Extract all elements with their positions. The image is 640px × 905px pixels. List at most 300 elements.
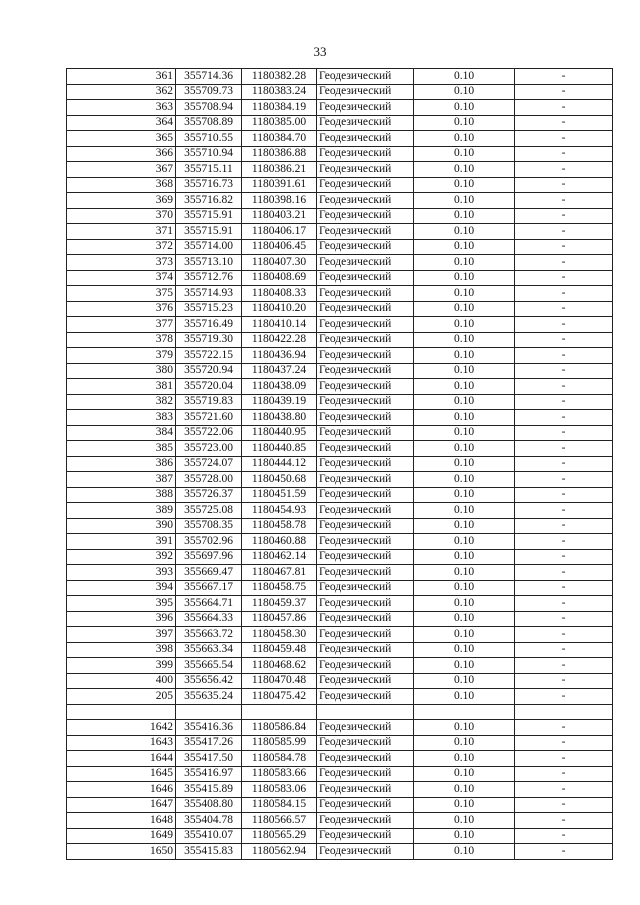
- point-number-cell: 390: [67, 518, 176, 534]
- precision-cell: 0.10: [414, 332, 515, 348]
- method-cell: Геодезический: [317, 441, 414, 457]
- note-cell: -: [515, 828, 613, 844]
- table-row: [67, 317, 613, 333]
- precision-cell: 0.10: [414, 379, 515, 395]
- method-cell: Геодезический: [317, 363, 414, 379]
- method-cell: Геодезический: [317, 596, 414, 612]
- method-cell: Геодезический: [317, 565, 414, 581]
- x-coordinate-cell: 355715.11: [176, 162, 242, 178]
- table-row: [67, 565, 613, 581]
- method-cell: Геодезический: [317, 456, 414, 472]
- method-cell: Геодезический: [317, 844, 414, 860]
- precision-cell: 0.10: [414, 224, 515, 240]
- point-number-cell: 371: [67, 224, 176, 240]
- precision-cell: 0.10: [414, 84, 515, 100]
- point-number-cell: 365: [67, 131, 176, 147]
- point-number-cell: 386: [67, 456, 176, 472]
- y-coordinate-cell: 1180438.80: [242, 410, 317, 426]
- y-coordinate-cell: 1180438.09: [242, 379, 317, 395]
- note-cell: -: [515, 642, 613, 658]
- point-number-cell: 375: [67, 286, 176, 302]
- precision-cell: 0.10: [414, 487, 515, 503]
- table-row: [67, 844, 613, 860]
- precision-cell: 0.10: [414, 317, 515, 333]
- table-row: [67, 596, 613, 612]
- note-cell: -: [515, 410, 613, 426]
- precision-cell: 0.10: [414, 828, 515, 844]
- point-number-cell: 387: [67, 472, 176, 488]
- point-number-cell: 1646: [67, 782, 176, 798]
- x-coordinate-cell: 355719.30: [176, 332, 242, 348]
- x-coordinate-cell: 355716.82: [176, 193, 242, 209]
- note-cell: -: [515, 456, 613, 472]
- x-coordinate-cell: 355725.08: [176, 503, 242, 519]
- method-cell: Геодезический: [317, 503, 414, 519]
- table-row: [67, 766, 613, 782]
- x-coordinate-cell: 355663.72: [176, 627, 242, 643]
- method-cell: Геодезический: [317, 828, 414, 844]
- note-cell: -: [515, 131, 613, 147]
- precision-cell: 0.10: [414, 689, 515, 705]
- method-cell: Геодезический: [317, 379, 414, 395]
- precision-cell: 0.10: [414, 472, 515, 488]
- x-coordinate-cell: 355720.94: [176, 363, 242, 379]
- precision-cell: 0.10: [414, 239, 515, 255]
- note-cell: -: [515, 735, 613, 751]
- method-cell: Геодезический: [317, 627, 414, 643]
- note-cell: -: [515, 611, 613, 627]
- method-cell: Геодезический: [317, 425, 414, 441]
- point-number-cell: 383: [67, 410, 176, 426]
- note-cell: -: [515, 363, 613, 379]
- x-coordinate-cell: 355417.50: [176, 751, 242, 767]
- note-cell: -: [515, 146, 613, 162]
- y-coordinate-cell: 1180439.19: [242, 394, 317, 410]
- x-coordinate-cell: 355708.89: [176, 115, 242, 131]
- x-coordinate-cell: 355710.94: [176, 146, 242, 162]
- precision-cell: 0.10: [414, 115, 515, 131]
- table-row: [67, 394, 613, 410]
- x-coordinate-cell: 355721.60: [176, 410, 242, 426]
- x-coordinate-cell: 355714.00: [176, 239, 242, 255]
- y-coordinate-cell: 1180584.78: [242, 751, 317, 767]
- x-coordinate-cell: 355415.83: [176, 844, 242, 860]
- point-number-cell: 1649: [67, 828, 176, 844]
- method-cell: Геодезический: [317, 580, 414, 596]
- precision-cell: 0.10: [414, 580, 515, 596]
- y-coordinate-cell: 1180407.30: [242, 255, 317, 271]
- x-coordinate-cell: 355720.04: [176, 379, 242, 395]
- method-cell: Геодезический: [317, 255, 414, 271]
- point-number-cell: 380: [67, 363, 176, 379]
- note-cell: -: [515, 270, 613, 286]
- note-cell: -: [515, 193, 613, 209]
- y-coordinate-cell: 1180470.48: [242, 673, 317, 689]
- empty-cell: [414, 704, 515, 720]
- point-number-cell: 367: [67, 162, 176, 178]
- y-coordinate-cell: 1180406.17: [242, 224, 317, 240]
- y-coordinate-cell: 1180562.94: [242, 844, 317, 860]
- empty-cell: [242, 704, 317, 720]
- y-coordinate-cell: 1180444.12: [242, 456, 317, 472]
- point-number-cell: 1648: [67, 813, 176, 829]
- note-cell: -: [515, 379, 613, 395]
- point-number-cell: 395: [67, 596, 176, 612]
- note-cell: -: [515, 208, 613, 224]
- x-coordinate-cell: 355415.89: [176, 782, 242, 798]
- note-cell: -: [515, 596, 613, 612]
- precision-cell: 0.10: [414, 131, 515, 147]
- note-cell: -: [515, 534, 613, 550]
- point-number-cell: 397: [67, 627, 176, 643]
- x-coordinate-cell: 355712.76: [176, 270, 242, 286]
- y-coordinate-cell: 1180385.00: [242, 115, 317, 131]
- point-number-cell: 364: [67, 115, 176, 131]
- precision-cell: 0.10: [414, 363, 515, 379]
- precision-cell: 0.10: [414, 642, 515, 658]
- precision-cell: 0.10: [414, 193, 515, 209]
- note-cell: -: [515, 84, 613, 100]
- point-number-cell: 394: [67, 580, 176, 596]
- note-cell: -: [515, 751, 613, 767]
- x-coordinate-cell: 355665.54: [176, 658, 242, 674]
- table-row: [67, 642, 613, 658]
- method-cell: Геодезический: [317, 394, 414, 410]
- method-cell: Геодезический: [317, 177, 414, 193]
- precision-cell: 0.10: [414, 813, 515, 829]
- table-row: [67, 162, 613, 178]
- y-coordinate-cell: 1180583.66: [242, 766, 317, 782]
- table-row: [67, 270, 613, 286]
- table-row: [67, 580, 613, 596]
- x-coordinate-cell: 355635.24: [176, 689, 242, 705]
- coordinates-table-body: [67, 69, 613, 860]
- table-row: [67, 441, 613, 457]
- x-coordinate-cell: 355416.97: [176, 766, 242, 782]
- note-cell: -: [515, 224, 613, 240]
- y-coordinate-cell: 1180386.88: [242, 146, 317, 162]
- table-row: [67, 286, 613, 302]
- precision-cell: 0.10: [414, 146, 515, 162]
- method-cell: Геодезический: [317, 735, 414, 751]
- y-coordinate-cell: 1180382.28: [242, 69, 317, 85]
- point-number-cell: 1644: [67, 751, 176, 767]
- point-number-cell: 374: [67, 270, 176, 286]
- table-row: [67, 611, 613, 627]
- x-coordinate-cell: 355410.07: [176, 828, 242, 844]
- empty-cell: [176, 704, 242, 720]
- y-coordinate-cell: 1180437.24: [242, 363, 317, 379]
- table-row: [67, 425, 613, 441]
- precision-cell: 0.10: [414, 394, 515, 410]
- x-coordinate-cell: 355667.17: [176, 580, 242, 596]
- table-row: [67, 720, 613, 736]
- table-row: [67, 503, 613, 519]
- x-coordinate-cell: 355664.33: [176, 611, 242, 627]
- precision-cell: 0.10: [414, 177, 515, 193]
- y-coordinate-cell: 1180410.20: [242, 301, 317, 317]
- point-number-cell: 400: [67, 673, 176, 689]
- y-coordinate-cell: 1180384.19: [242, 100, 317, 116]
- y-coordinate-cell: 1180586.84: [242, 720, 317, 736]
- y-coordinate-cell: 1180383.24: [242, 84, 317, 100]
- x-coordinate-cell: 355664.71: [176, 596, 242, 612]
- x-coordinate-cell: 355713.10: [176, 255, 242, 271]
- point-number-cell: 376: [67, 301, 176, 317]
- y-coordinate-cell: 1180391.61: [242, 177, 317, 193]
- y-coordinate-cell: 1180408.33: [242, 286, 317, 302]
- y-coordinate-cell: 1180585.99: [242, 735, 317, 751]
- method-cell: Геодезический: [317, 84, 414, 100]
- point-number-cell: 1645: [67, 766, 176, 782]
- method-cell: Геодезический: [317, 115, 414, 131]
- y-coordinate-cell: 1180451.59: [242, 487, 317, 503]
- note-cell: -: [515, 332, 613, 348]
- table-row: [67, 673, 613, 689]
- y-coordinate-cell: 1180475.42: [242, 689, 317, 705]
- x-coordinate-cell: 355404.78: [176, 813, 242, 829]
- table-row: [67, 146, 613, 162]
- note-cell: -: [515, 813, 613, 829]
- method-cell: Геодезический: [317, 348, 414, 364]
- page-number: 33: [313, 44, 327, 59]
- table-row: [67, 100, 613, 116]
- note-cell: -: [515, 673, 613, 689]
- method-cell: Геодезический: [317, 317, 414, 333]
- x-coordinate-cell: 355417.26: [176, 735, 242, 751]
- table-row: [67, 487, 613, 503]
- note-cell: -: [515, 766, 613, 782]
- note-cell: -: [515, 472, 613, 488]
- y-coordinate-cell: 1180440.85: [242, 441, 317, 457]
- table-row: [67, 472, 613, 488]
- point-number-cell: 1642: [67, 720, 176, 736]
- point-number-cell: 389: [67, 503, 176, 519]
- point-number-cell: 378: [67, 332, 176, 348]
- note-cell: -: [515, 689, 613, 705]
- x-coordinate-cell: 355722.06: [176, 425, 242, 441]
- precision-cell: 0.10: [414, 441, 515, 457]
- y-coordinate-cell: 1180436.94: [242, 348, 317, 364]
- table-row: [67, 69, 613, 85]
- table-row: [67, 332, 613, 348]
- y-coordinate-cell: 1180398.16: [242, 193, 317, 209]
- y-coordinate-cell: 1180458.30: [242, 627, 317, 643]
- y-coordinate-cell: 1180403.21: [242, 208, 317, 224]
- method-cell: Геодезический: [317, 208, 414, 224]
- x-coordinate-cell: 355710.55: [176, 131, 242, 147]
- y-coordinate-cell: 1180384.70: [242, 131, 317, 147]
- x-coordinate-cell: 355724.07: [176, 456, 242, 472]
- table-row: [67, 813, 613, 829]
- x-coordinate-cell: 355715.91: [176, 224, 242, 240]
- point-number-cell: 370: [67, 208, 176, 224]
- method-cell: Геодезический: [317, 332, 414, 348]
- precision-cell: 0.10: [414, 720, 515, 736]
- table-row: [67, 782, 613, 798]
- precision-cell: 0.10: [414, 270, 515, 286]
- method-cell: Геодезический: [317, 487, 414, 503]
- x-coordinate-cell: 355722.15: [176, 348, 242, 364]
- table-row: [67, 534, 613, 550]
- point-number-cell: 1650: [67, 844, 176, 860]
- x-coordinate-cell: 355656.42: [176, 673, 242, 689]
- precision-cell: 0.10: [414, 255, 515, 271]
- precision-cell: 0.10: [414, 69, 515, 85]
- x-coordinate-cell: 355716.73: [176, 177, 242, 193]
- table-row: [67, 255, 613, 271]
- precision-cell: 0.10: [414, 534, 515, 550]
- precision-cell: 0.10: [414, 766, 515, 782]
- table-row: [67, 239, 613, 255]
- point-number-cell: 372: [67, 239, 176, 255]
- precision-cell: 0.10: [414, 627, 515, 643]
- method-cell: Геодезический: [317, 766, 414, 782]
- method-cell: Геодезический: [317, 100, 414, 116]
- method-cell: Геодезический: [317, 549, 414, 565]
- precision-cell: 0.10: [414, 611, 515, 627]
- point-number-cell: 362: [67, 84, 176, 100]
- x-coordinate-cell: 355416.36: [176, 720, 242, 736]
- method-cell: Геодезический: [317, 797, 414, 813]
- point-number-cell: 373: [67, 255, 176, 271]
- y-coordinate-cell: 1180406.45: [242, 239, 317, 255]
- precision-cell: 0.10: [414, 503, 515, 519]
- x-coordinate-cell: 355408.80: [176, 797, 242, 813]
- x-coordinate-cell: 355726.37: [176, 487, 242, 503]
- point-number-cell: 384: [67, 425, 176, 441]
- table-row: [67, 456, 613, 472]
- x-coordinate-cell: 355709.73: [176, 84, 242, 100]
- y-coordinate-cell: 1180454.93: [242, 503, 317, 519]
- method-cell: Геодезический: [317, 611, 414, 627]
- coordinates-table: [66, 68, 613, 860]
- precision-cell: 0.10: [414, 410, 515, 426]
- point-number-cell: 377: [67, 317, 176, 333]
- method-cell: Геодезический: [317, 813, 414, 829]
- y-coordinate-cell: 1180458.75: [242, 580, 317, 596]
- point-number-cell: 393: [67, 565, 176, 581]
- table-row: [67, 410, 613, 426]
- method-cell: Геодезический: [317, 69, 414, 85]
- precision-cell: 0.10: [414, 301, 515, 317]
- x-coordinate-cell: 355719.83: [176, 394, 242, 410]
- empty-cell: [67, 704, 176, 720]
- y-coordinate-cell: 1180583.06: [242, 782, 317, 798]
- method-cell: Геодезический: [317, 782, 414, 798]
- note-cell: -: [515, 441, 613, 457]
- table-row: [67, 828, 613, 844]
- point-number-cell: 1643: [67, 735, 176, 751]
- y-coordinate-cell: 1180459.37: [242, 596, 317, 612]
- method-cell: Геодезический: [317, 224, 414, 240]
- note-cell: -: [515, 658, 613, 674]
- table-row: [67, 627, 613, 643]
- point-number-cell: 205: [67, 689, 176, 705]
- point-number-cell: 398: [67, 642, 176, 658]
- method-cell: Геодезический: [317, 642, 414, 658]
- empty-cell: [515, 704, 613, 720]
- precision-cell: 0.10: [414, 549, 515, 565]
- method-cell: Геодезический: [317, 193, 414, 209]
- table-row: [67, 518, 613, 534]
- table-row: [67, 84, 613, 100]
- y-coordinate-cell: 1180450.68: [242, 472, 317, 488]
- y-coordinate-cell: 1180458.78: [242, 518, 317, 534]
- y-coordinate-cell: 1180460.88: [242, 534, 317, 550]
- point-number-cell: 399: [67, 658, 176, 674]
- table-row: [67, 658, 613, 674]
- x-coordinate-cell: 355702.96: [176, 534, 242, 550]
- note-cell: -: [515, 348, 613, 364]
- x-coordinate-cell: 355714.93: [176, 286, 242, 302]
- note-cell: -: [515, 100, 613, 116]
- x-coordinate-cell: 355708.94: [176, 100, 242, 116]
- point-number-cell: 361: [67, 69, 176, 85]
- note-cell: -: [515, 487, 613, 503]
- table-row: [67, 735, 613, 751]
- note-cell: -: [515, 425, 613, 441]
- y-coordinate-cell: 1180566.57: [242, 813, 317, 829]
- x-coordinate-cell: 355723.00: [176, 441, 242, 457]
- x-coordinate-cell: 355728.00: [176, 472, 242, 488]
- table-row: [67, 224, 613, 240]
- separator-row: [67, 704, 613, 720]
- y-coordinate-cell: 1180459.48: [242, 642, 317, 658]
- point-number-cell: 382: [67, 394, 176, 410]
- x-coordinate-cell: 355714.36: [176, 69, 242, 85]
- point-number-cell: 385: [67, 441, 176, 457]
- point-number-cell: 366: [67, 146, 176, 162]
- method-cell: Геодезический: [317, 131, 414, 147]
- point-number-cell: 368: [67, 177, 176, 193]
- note-cell: -: [515, 69, 613, 85]
- method-cell: Геодезический: [317, 146, 414, 162]
- precision-cell: 0.10: [414, 286, 515, 302]
- note-cell: -: [515, 394, 613, 410]
- note-cell: -: [515, 162, 613, 178]
- table-row: [67, 751, 613, 767]
- y-coordinate-cell: 1180386.21: [242, 162, 317, 178]
- precision-cell: 0.10: [414, 673, 515, 689]
- table-row: [67, 131, 613, 147]
- method-cell: Геодезический: [317, 751, 414, 767]
- y-coordinate-cell: 1180457.86: [242, 611, 317, 627]
- note-cell: -: [515, 255, 613, 271]
- precision-cell: 0.10: [414, 844, 515, 860]
- note-cell: -: [515, 301, 613, 317]
- precision-cell: 0.10: [414, 162, 515, 178]
- point-number-cell: 391: [67, 534, 176, 550]
- precision-cell: 0.10: [414, 518, 515, 534]
- note-cell: -: [515, 115, 613, 131]
- precision-cell: 0.10: [414, 565, 515, 581]
- table-row: [67, 348, 613, 364]
- note-cell: -: [515, 518, 613, 534]
- method-cell: Геодезический: [317, 162, 414, 178]
- table-row: [67, 549, 613, 565]
- note-cell: -: [515, 177, 613, 193]
- method-cell: Геодезический: [317, 301, 414, 317]
- note-cell: -: [515, 844, 613, 860]
- table-row: [67, 363, 613, 379]
- note-cell: -: [515, 782, 613, 798]
- y-coordinate-cell: 1180468.62: [242, 658, 317, 674]
- precision-cell: 0.10: [414, 596, 515, 612]
- precision-cell: 0.10: [414, 735, 515, 751]
- note-cell: -: [515, 549, 613, 565]
- empty-cell: [317, 704, 414, 720]
